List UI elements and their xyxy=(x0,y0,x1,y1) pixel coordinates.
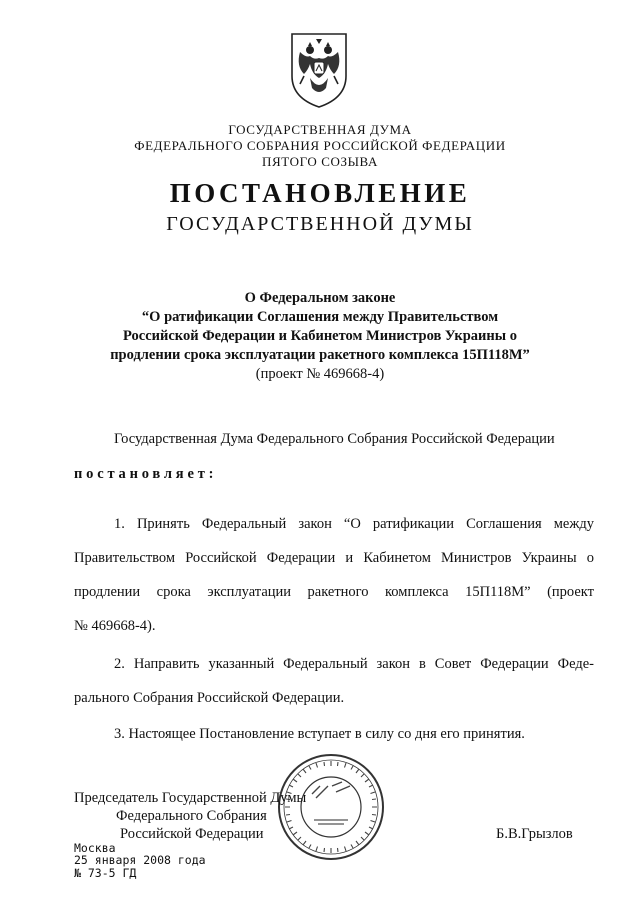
item-1-line-2: Правительством Российской Федерации и Кабинетом Министров Украины о xyxy=(74,550,594,566)
footer-number: № 73-5 ГД xyxy=(74,866,137,880)
item-1-line-4: № 469668-4). xyxy=(74,618,156,634)
item-1-line-1: 1. Принять Федеральный закон “О ратификации Соглашения между xyxy=(114,516,594,532)
coat-of-arms-icon xyxy=(286,30,352,110)
preamble: Государственная Дума Федерального Собрания Российской Федерации xyxy=(114,431,555,447)
item-2-line-1: 2. Направить указанный Федеральный закон в Совет Федерации Феде- xyxy=(114,656,594,672)
footer-city: Москва xyxy=(74,841,116,855)
org-line-2: ФЕДЕРАЛЬНОГО СОБРАНИЯ РОССИЙСКОЙ ФЕДЕРАЦИИ xyxy=(134,138,506,153)
subject-line-1: О Федеральном законе xyxy=(244,290,396,306)
item-1-line-3: продлении срока эксплуатации ракетного комплекса 15П118М” (проект xyxy=(74,584,594,600)
subject-line-2: “О ратификации Соглашения между Правительством xyxy=(141,309,499,325)
item-3-line-1: 3. Настоящее Постановление вступает в силу со дня его принятия. xyxy=(114,726,525,742)
document-title: ПОСТАНОВЛЕНИЕ xyxy=(169,178,471,208)
signatory-position-line-3: Российской Федерации xyxy=(120,826,264,842)
signatory-position-line-1: Председатель Государственной Думы xyxy=(74,790,307,806)
subject-line-4: продлении срока эксплуатации ракетного комплекса 15П118М” xyxy=(110,347,530,363)
project-number: (проект № 469668-4) xyxy=(255,366,385,382)
signatory-position-line-2: Федерального Собрания xyxy=(116,808,267,824)
org-line-3: ПЯТОГО СОЗЫВА xyxy=(262,154,378,169)
org-line-1: ГОСУДАРСТВЕННАЯ ДУМА xyxy=(228,122,412,137)
subject-line-3: Российской Федерации и Кабинетом Министров Украины о xyxy=(123,328,517,344)
resolves-word: постановляет: xyxy=(74,466,218,482)
item-2-line-2: рального Собрания Российской Федерации. xyxy=(74,690,345,706)
document-subtitle: ГОСУДАРСТВЕННОЙ ДУМЫ xyxy=(166,213,474,235)
signatory-name: Б.В.Грызлов xyxy=(496,826,573,842)
footer-date: 25 января 2008 года xyxy=(74,853,206,867)
